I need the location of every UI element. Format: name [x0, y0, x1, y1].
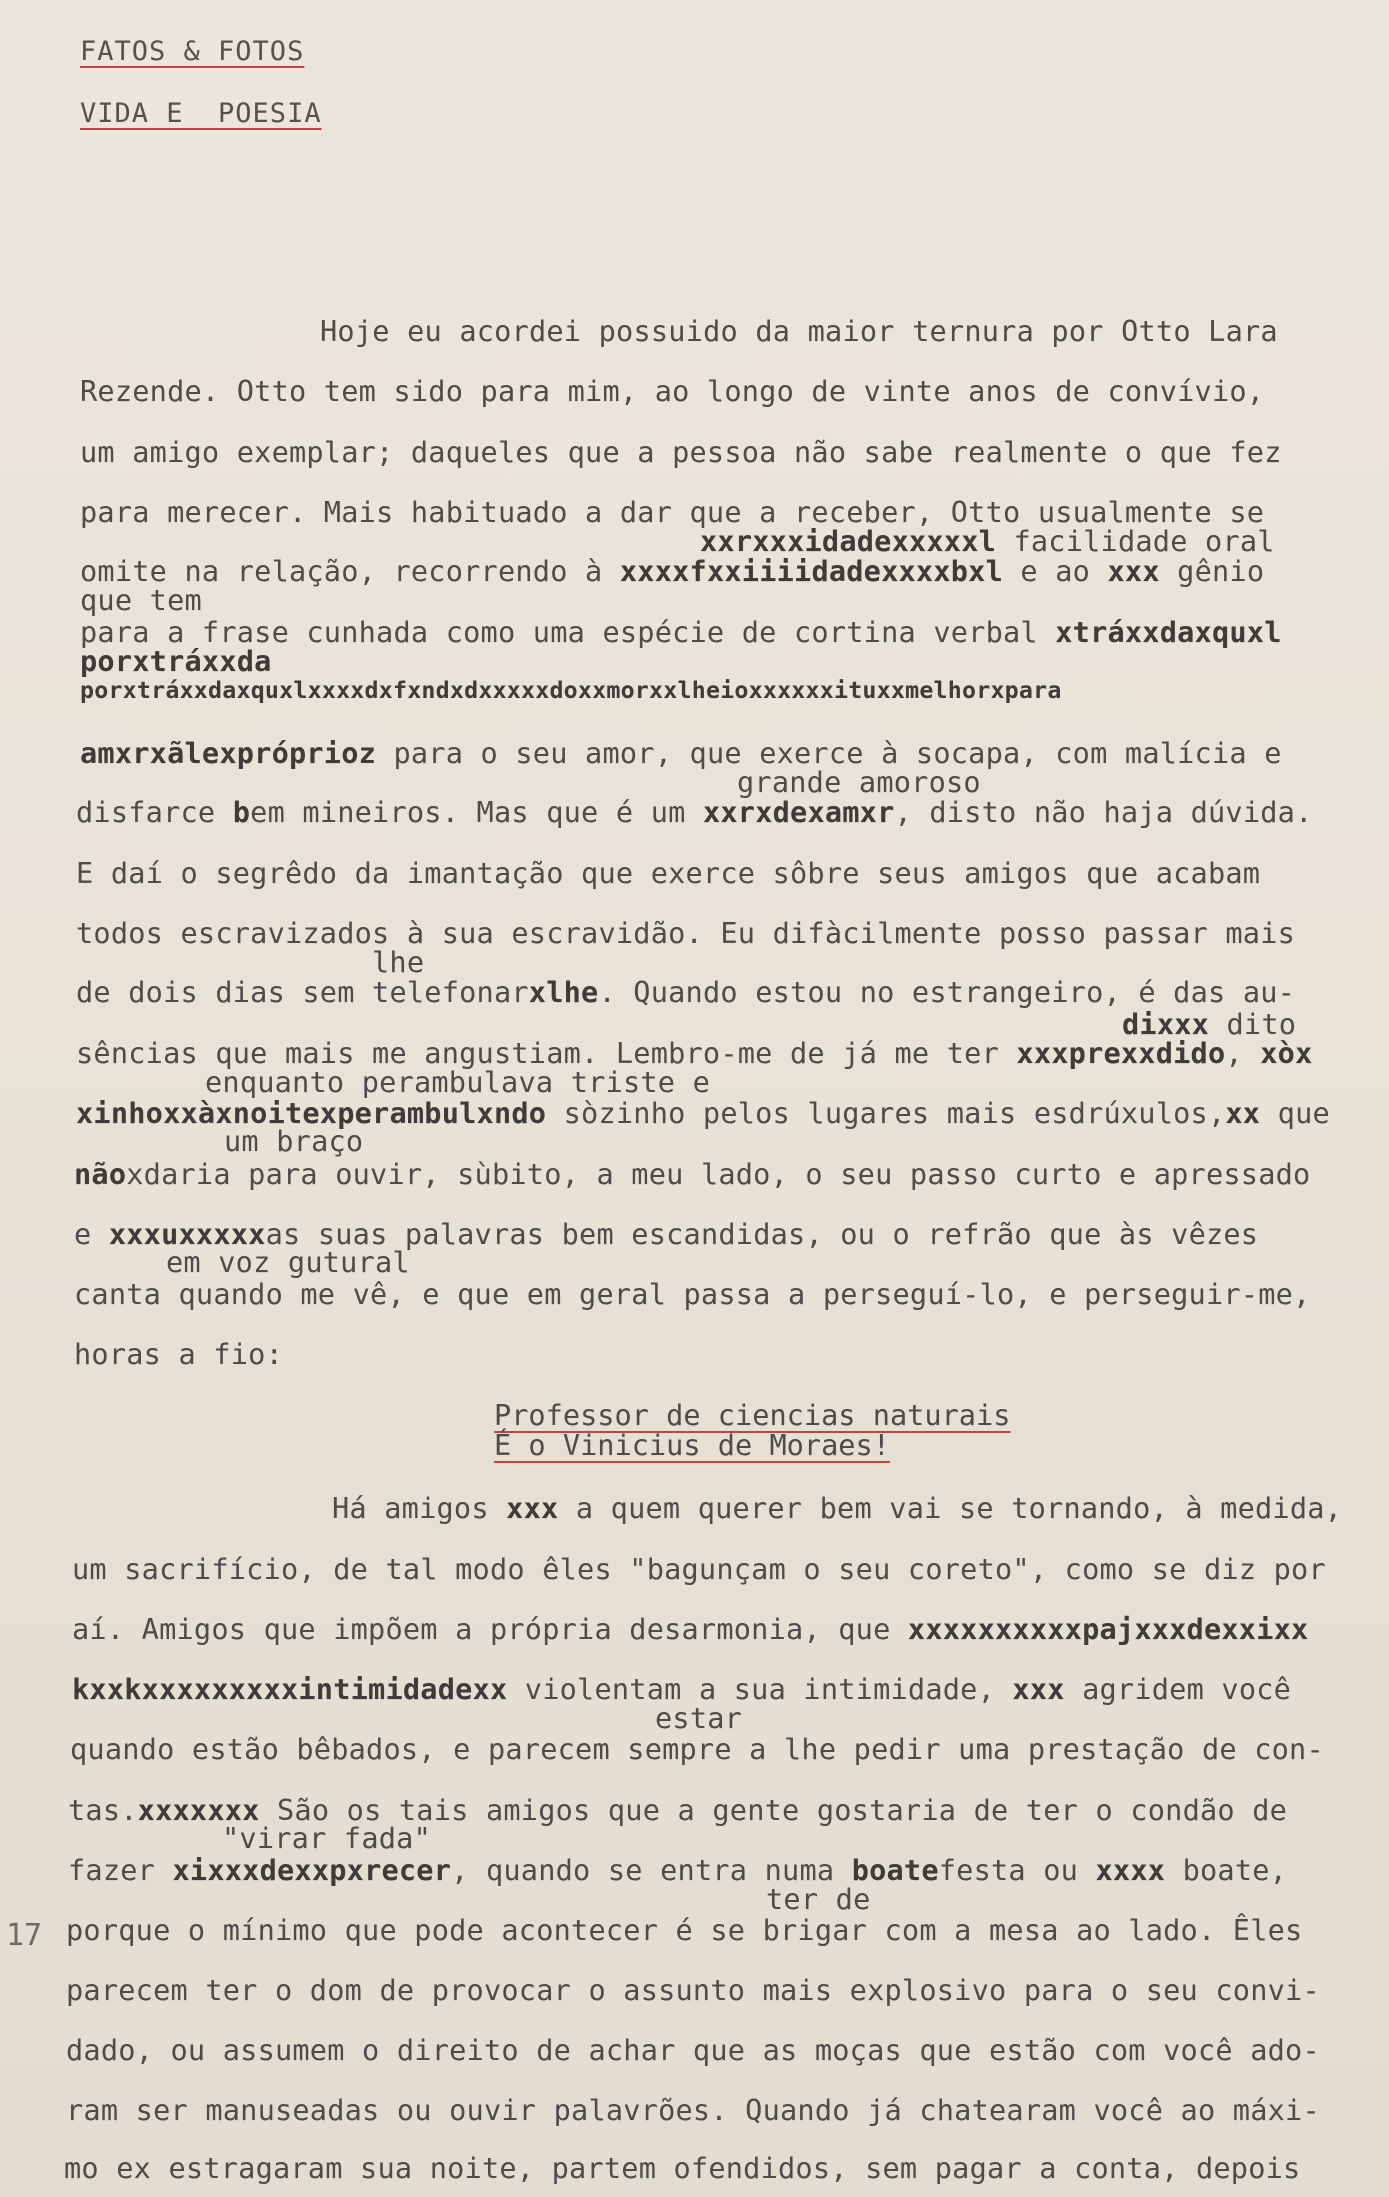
body-line: porxtráxxdaxquxlxxxxdxfxndxdxxxxxdoxxmorxxlheioxxxxxxituxxmelhorxpara — [80, 677, 1062, 704]
typed-insertion: xxrxxxidadexxxxxl facilidade oral — [700, 524, 1275, 558]
body-line: Hoje eu acordei possuido da maior ternura por Otto Lara — [320, 314, 1278, 348]
body-line: E daí o segrêdo da imantação que exerce sôbre seus amigos que acabam — [76, 856, 1261, 890]
body-line: aí. Amigos que impõem a própria desarmonia, que xxxxxxxxxxpajxxxdexxixx — [72, 1612, 1309, 1646]
body-line: kxxkxxxxxxxxxintimidadexx violentam a sua intimidade, xxx agridem você — [72, 1672, 1292, 1706]
body-line: omite na relação, recorrendo à xxxxfxxiiiidadexxxxbxl e ao xxx gênio — [80, 554, 1265, 588]
body-line: ram ser manuseadas ou ouvir palavrões. Quando já chatearam você ao máxi- — [66, 2093, 1320, 2127]
body-line: dado, ou assumem o direito de achar que as moças que estão com você ado- — [66, 2033, 1320, 2067]
body-line: disfarce bem mineiros. Mas que é um xxrxdexamxr, disto não haja dúvida. — [76, 795, 1313, 829]
body-line: de dois dias sem telefonarxlhe. Quando estou no estrangeiro, é das au- — [76, 975, 1296, 1009]
header-line-1: FATOS & FOTOS — [80, 36, 305, 67]
body-line: um amigo exemplar; daqueles que a pessoa não sabe realmente o que fez — [80, 435, 1282, 469]
typed-insertion: que tem — [80, 583, 202, 617]
body-line: xinhoxxàxnoitexperambulxndo sòzinho pelos lugares mais esdrúxulos,xx que — [76, 1096, 1330, 1130]
body-line: fazer xixxxdexxpxrecer, quando se entra numa boatefesta ou xxxx boate, — [68, 1853, 1288, 1887]
typed-insertion: porxtráxxda — [80, 644, 272, 678]
body-line: nãoxdaria para ouvir, sùbito, a meu lado, o seu passo curto e apressado — [74, 1157, 1311, 1191]
verse-line-1: Professor de ciencias naturais — [494, 1398, 1011, 1432]
body-line: sências que mais me angustiam. Lembro-me de já me ter xxxprexxdido, xòx — [76, 1036, 1313, 1070]
body-line: Há amigos xxx a quem querer bem vai se tornando, à medida, — [332, 1491, 1343, 1525]
typed-insertion: um braço — [224, 1124, 364, 1158]
body-line: tas.xxxxxxx São os tais amigos que a gente gostaria de ter o condão de — [68, 1793, 1288, 1827]
header-line-2: VIDA E POESIA — [80, 98, 322, 129]
body-line: Rezende. Otto tem sido para mim, ao longo de vinte anos de convívio, — [80, 374, 1265, 408]
verse-line-2: É o Vinicius de Moraes! — [494, 1428, 890, 1462]
typed-insertion: "virar fada" — [222, 1821, 431, 1855]
body-line: horas a fio: — [74, 1337, 283, 1371]
typed-insertion: estar — [655, 1701, 743, 1735]
body-line: mo ex estragaram sua noite, partem ofendidos, sem pagar a conta, depois — [64, 2151, 1301, 2185]
body-line: amxrxãlexpróprioz para o seu amor, que exerce à socapa, com malícia e — [80, 736, 1282, 770]
body-line: um sacrifício, de tal modo êles "bagunçam o seu coreto", como se diz por — [72, 1552, 1326, 1586]
typed-insertion: lhe — [372, 945, 425, 979]
body-line: parecem ter o dom de provocar o assunto mais explosivo para o seu convi- — [66, 1973, 1320, 2007]
body-line: e xxxuxxxxxas suas palavras bem escandidas, ou o refrão que às vêzes — [74, 1217, 1259, 1251]
typed-insertion: enquanto perambulava triste e — [205, 1065, 711, 1099]
margin-pencil-mark: 17 — [6, 1918, 43, 1953]
typed-insertion: ter de — [766, 1882, 871, 1916]
body-line: todos escravizados à sua escravidão. Eu difàcilmente posso passar mais — [76, 916, 1296, 950]
body-line: para merecer. Mais habituado a dar que a receber, Otto usualmente se — [80, 495, 1265, 529]
body-line: quando estão bêbados, e parecem sempre a lhe pedir uma prestação de con- — [70, 1732, 1324, 1766]
body-line: porque o mínimo que pode acontecer é se brigar com a mesa ao lado. Êles — [66, 1913, 1303, 1947]
typed-insertion: em voz gutural — [166, 1245, 410, 1279]
typed-insertion: grande amoroso — [737, 765, 981, 799]
body-line: canta quando me vê, e que em geral passa a perseguí-lo, e perseguir-me, — [74, 1277, 1311, 1311]
typed-insertion: dixxx dito — [1122, 1007, 1297, 1041]
body-line: para a frase cunhada como uma espécie de cortina verbal xtráxxdaxquxl — [80, 615, 1282, 649]
